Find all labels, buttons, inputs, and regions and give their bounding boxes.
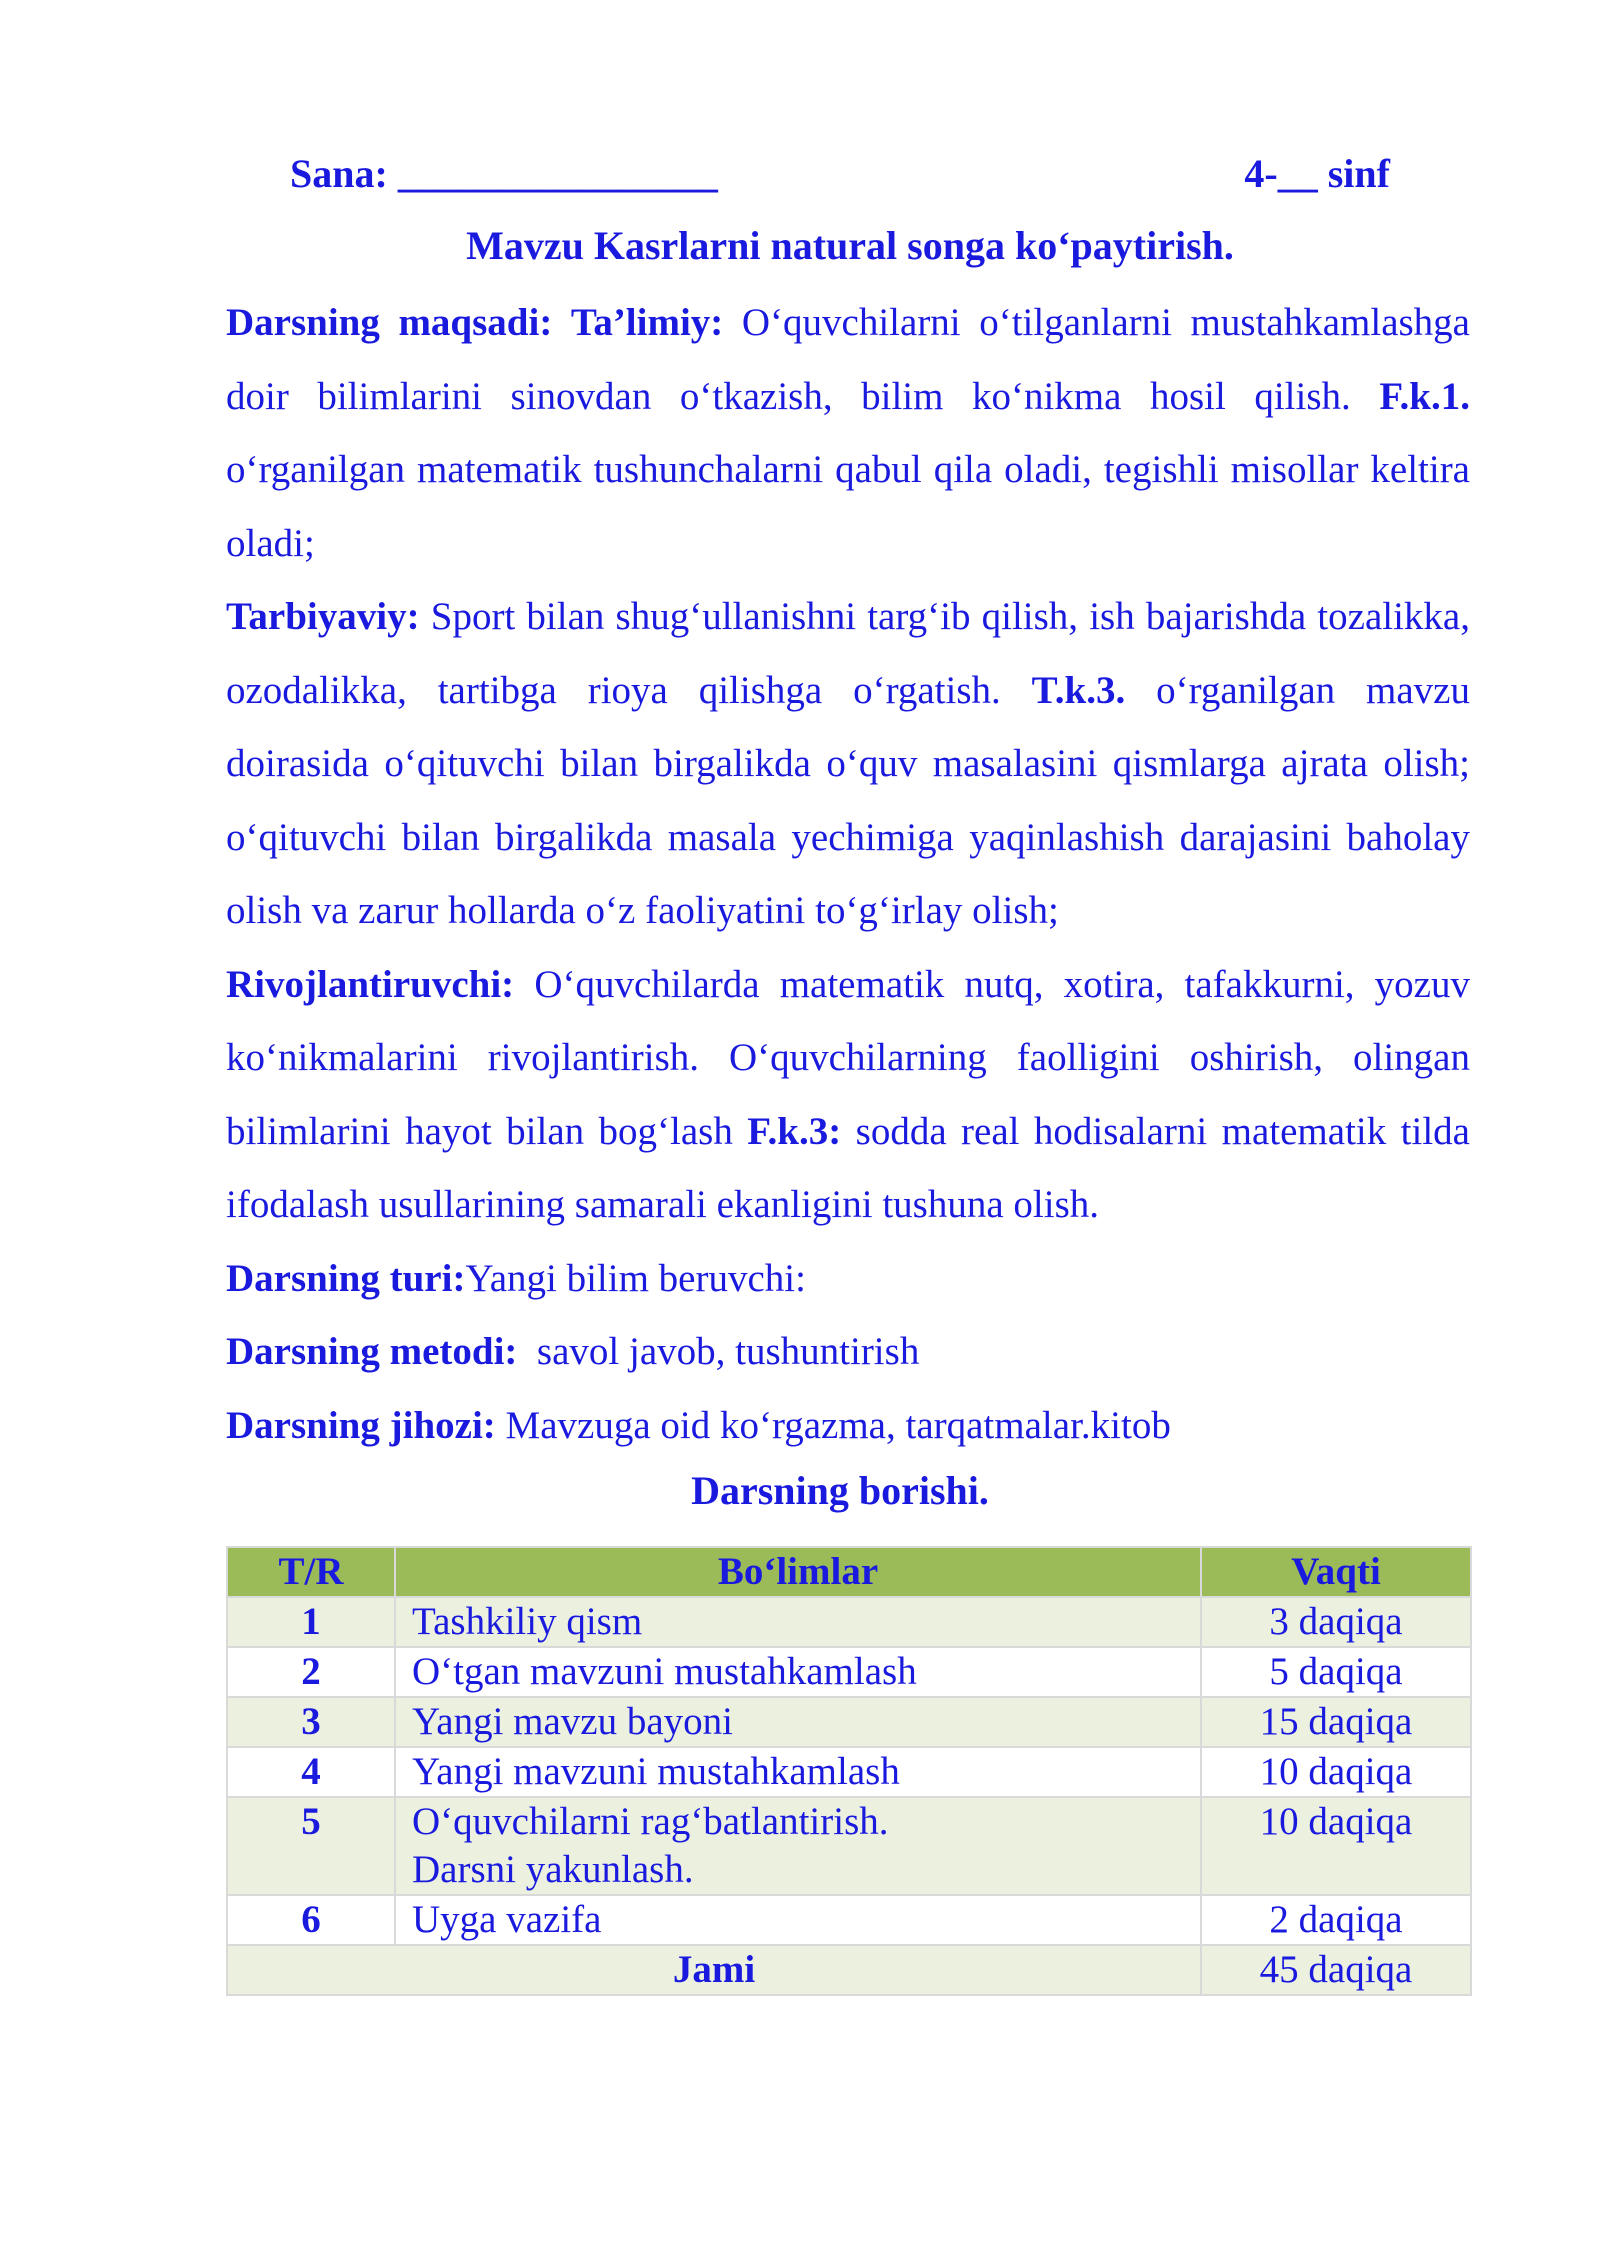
row-section [395, 1697, 1201, 1747]
row-number: 5 [227, 1797, 395, 1895]
lesson-equipment-text: Mavzuga oid ko‘rgazma, tarqatmalar.kitob [495, 1403, 1171, 1447]
developmental-label: Rivojlantiruvchi: [226, 962, 515, 1006]
row-section-line: Tashkiliy qism [412, 1600, 643, 1643]
table-row [227, 1797, 1471, 1895]
row-number: 6 [227, 1895, 395, 1945]
lesson-type-line [226, 1242, 1470, 1316]
table-header-row [227, 1547, 1471, 1597]
lesson-flow-heading: Darsning borishi. [691, 1468, 989, 1513]
row-section-line: O‘tgan mavzuni mustahkamlash [412, 1650, 917, 1693]
row-time: 10 daqiqa [1201, 1747, 1471, 1797]
table-row [227, 1747, 1471, 1797]
row-number: 1 [227, 1597, 395, 1647]
educational-text: O‘quvchilarni o‘tilganlarni mustahkamlashga doir bilimlarini sinovdan o‘tkazish, bilim ko‘nikma hosil qilish. [226, 301, 1470, 418]
upbringing-label: Tarbiyaviy: [226, 595, 420, 638]
lesson-type-text: Yangi bilim beruvchi: [465, 1256, 806, 1300]
fk1-label: F.k.1. [1379, 374, 1470, 418]
row-section [395, 1647, 1201, 1697]
table-row [227, 1647, 1471, 1697]
row-time: 15 daqiqa [1201, 1697, 1471, 1747]
developmental-text: O‘quvchilarda matematik nutq, xotira, tafakkurni, yozuv ko‘nikmalarini rivojlantirish. O‘quvchilarning faolligini oshirish, olingan bilimlarini hayot bilan bog‘lash [226, 962, 1470, 1153]
lesson-method-text: savol javob, tushuntirish [517, 1330, 920, 1373]
row-section [395, 1597, 1201, 1647]
upbringing-text: Sport bilan shug‘ullanishni targ‘ib qilish, ish bajarishda tozalikka, ozodalikka, tartibga rioya qilishga o‘rgatish. [226, 595, 1470, 712]
row-section-line: Uyga vazifa [412, 1898, 602, 1941]
table-row [227, 1895, 1471, 1945]
row-section-line: Yangi mavzuni mustahkamlash [412, 1750, 900, 1793]
lesson-type-label: Darsning turi: [226, 1256, 466, 1300]
lesson-topic: Mavzu Kasrlarni natural songa ko‘paytirish. [466, 223, 1234, 268]
table-row [227, 1597, 1471, 1647]
col-header-sections: Bo‘limlar [395, 1547, 1201, 1597]
lesson-equipment-line [226, 1389, 1470, 1463]
tk3-label: T.k.3. [1031, 668, 1126, 712]
total-time: 45 daqiqa [1201, 1945, 1471, 1995]
header-line [290, 150, 1390, 206]
lesson-body [226, 286, 1470, 1462]
col-header-time: Vaqti [1201, 1547, 1471, 1597]
row-time: 5 daqiqa [1201, 1647, 1471, 1697]
row-number: 4 [227, 1747, 395, 1797]
col-header-number: T/R [227, 1547, 395, 1597]
row-time: 3 daqiqa [1201, 1597, 1471, 1647]
row-section [395, 1797, 1201, 1895]
row-section-line: Darsni yakunlash. [412, 1848, 694, 1891]
goal-paragraph [226, 286, 1470, 580]
tk3-text: o‘rganilgan mavzu doirasida o‘qituvchi bilan birgalikda o‘quv masalasini qismlarga ajrata olish; o‘qituvchi bilan birgalikda masala yechimiga yaqinlashish darajasini baholay olish va zarur hollarda o‘z faoliyatini to‘g‘irlay olish; [226, 668, 1470, 932]
row-time: 2 daqiqa [1201, 1895, 1471, 1945]
educational-label: Ta’limiy: [570, 301, 724, 344]
lesson-method-label: Darsning metodi: [226, 1330, 518, 1373]
fk3-label: F.k.3: [747, 1109, 842, 1153]
fk1-text: o‘rganilgan matematik tushunchalarni qabul qila oladi, tegishli misollar keltira oladi; [226, 448, 1470, 565]
row-section-line: Yangi mavzu bayoni [412, 1700, 734, 1743]
lesson-equipment-label: Darsning jihozi: [226, 1403, 496, 1447]
row-section-line: O‘quvchilarni rag‘batlantirish. [412, 1800, 889, 1843]
total-label: Jami [227, 1945, 1201, 1995]
upbringing-paragraph [226, 580, 1470, 948]
row-number: 2 [227, 1647, 395, 1697]
date-field: Sana: ________________ [290, 151, 718, 196]
row-number: 3 [227, 1697, 395, 1747]
table-row [227, 1697, 1471, 1747]
class-field: 4-__ sinf [1244, 151, 1390, 196]
row-section [395, 1747, 1201, 1797]
row-time: 10 daqiqa [1201, 1797, 1471, 1895]
lesson-schedule-table [226, 1546, 1472, 1996]
table-total-row [227, 1945, 1471, 1995]
developmental-paragraph [226, 948, 1470, 1242]
goal-label: Darsning maqsadi: [226, 301, 553, 344]
row-section [395, 1895, 1201, 1945]
lesson-method-line [226, 1315, 1470, 1389]
fk3-text: sodda real hodisalarni matematik tilda ifodalash usullarining samarali ekanligini tushuna olish. [226, 1109, 1470, 1226]
